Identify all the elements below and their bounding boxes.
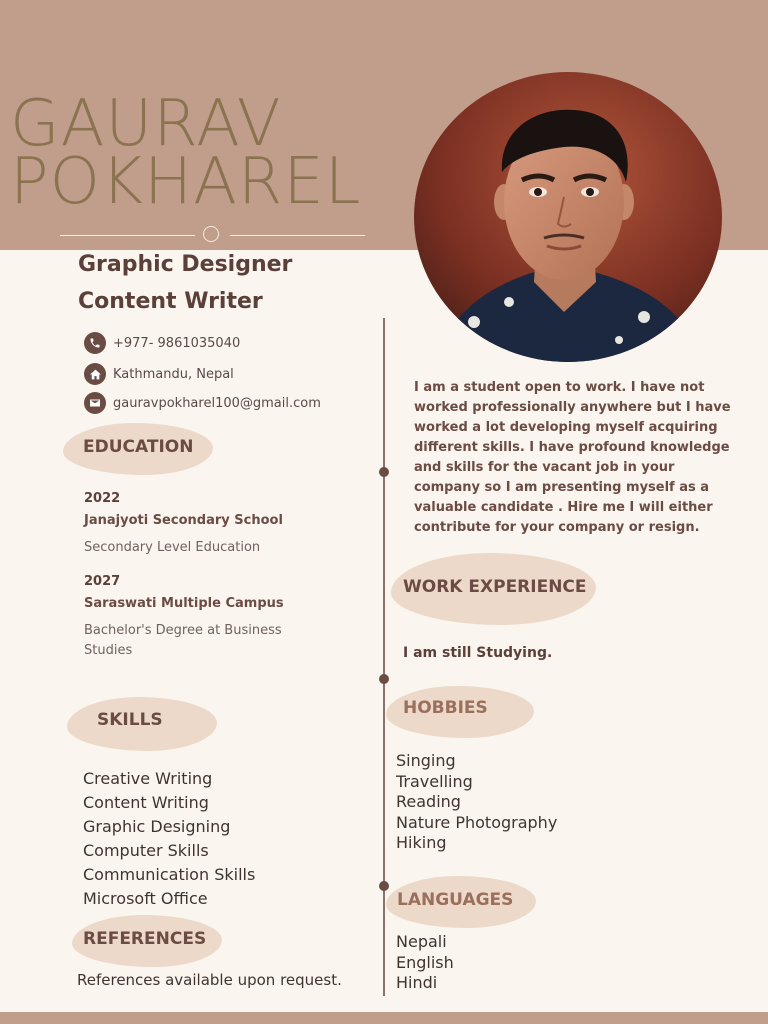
- divider-circle: [203, 226, 219, 242]
- skill-item: Microsoft Office: [83, 889, 208, 908]
- home-icon: [84, 363, 106, 385]
- language-item: Hindi: [396, 973, 438, 992]
- timeline-line: [383, 318, 385, 996]
- phone-icon: [84, 332, 106, 354]
- skill-item: Communication Skills: [83, 865, 256, 884]
- skill-item: Creative Writing: [83, 769, 213, 788]
- name-last: POKHAREL: [10, 145, 362, 219]
- divider-right: [230, 235, 365, 236]
- about-text: I am a student open to work. I have not worked professionally anywhere but I have worked a lot developing myself acquiring different skills. I have profound knowledge and skills for the vacant job in your company so I am presenting myself as a valuable candidate . Hire me I will either contribute for your company or resign.: [414, 380, 731, 535]
- education-heading: EDUCATION: [83, 437, 194, 457]
- contact-phone[interactable]: [84, 332, 240, 354]
- hobby-item: Nature Photography: [396, 812, 558, 832]
- hobby-item: Travelling: [396, 771, 473, 791]
- location-text: Kathmandu, Nepal: [113, 366, 234, 382]
- job-title-1: Graphic Designer: [78, 252, 293, 277]
- work-experience-text: I am still Studying.: [403, 645, 553, 661]
- language-item: English: [396, 952, 454, 972]
- education-2-description: Bachelor's Degree at Business Studies: [84, 623, 282, 659]
- skills-heading: SKILLS: [97, 710, 163, 730]
- timeline-dot: [379, 674, 389, 684]
- profile-photo: [414, 72, 722, 362]
- timeline-dot: [379, 881, 389, 891]
- references-text: References available upon request.: [77, 971, 342, 989]
- education-1-school: Janajyoti Secondary School: [84, 513, 283, 528]
- contact-email[interactable]: [84, 392, 321, 414]
- skill-item: Computer Skills: [83, 841, 209, 860]
- hobby-item: Reading: [396, 792, 461, 811]
- job-title-2: Content Writer: [78, 289, 263, 314]
- contact-location: [84, 363, 234, 385]
- hobbies-heading: HOBBIES: [403, 698, 488, 718]
- language-item: Nepali: [396, 932, 447, 951]
- education-2-year: 2027: [84, 574, 121, 589]
- skill-item: Graphic Designing: [83, 817, 231, 836]
- hobby-item: Hiking: [396, 833, 447, 852]
- education-1-year: 2022: [84, 491, 121, 506]
- work-experience-heading: WORK EXPERIENCE: [403, 577, 587, 597]
- timeline-dot: [379, 467, 389, 477]
- references-heading: REFERENCES: [83, 929, 207, 949]
- skill-item: Content Writing: [83, 793, 209, 812]
- portrait-illustration: [414, 72, 722, 362]
- hobby-item: Singing: [396, 751, 456, 770]
- skills-list: [83, 767, 255, 911]
- mail-icon: [84, 392, 106, 414]
- email-text: gauravpokharel100@gmail.com: [113, 395, 321, 411]
- phone-text: +977- 9861035040: [113, 335, 241, 351]
- divider-left: [60, 235, 195, 236]
- footer-band: [0, 1012, 768, 1024]
- languages-heading: LANGUAGES: [397, 890, 514, 910]
- education-1-description: Secondary Level Education: [84, 540, 261, 555]
- hobbies-list: [396, 751, 557, 854]
- education-2-school: Saraswati Multiple Campus: [84, 596, 284, 611]
- name-first: GAURAV: [10, 87, 282, 161]
- languages-list: [396, 932, 454, 994]
